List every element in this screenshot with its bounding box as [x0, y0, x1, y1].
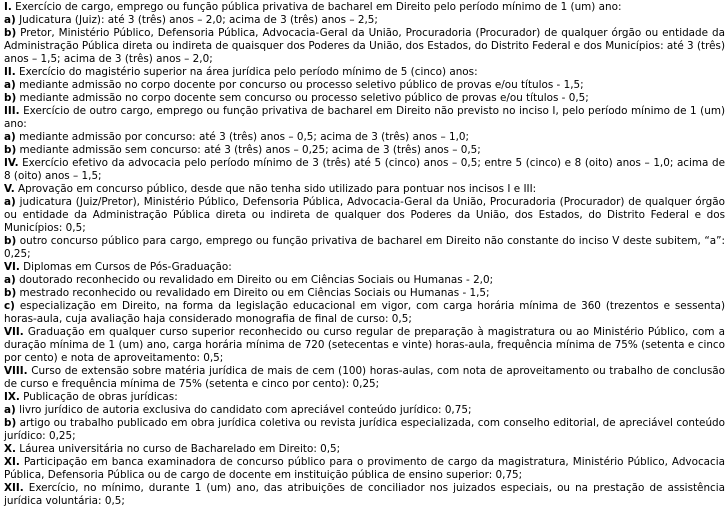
- paragraph-item: [4, 92, 725, 105]
- item-label: a): [4, 274, 16, 286]
- item-text: livro jurídico de autoria exclusiva do candidato com apreciável conteúdo jurídico: 0,75;: [19, 404, 472, 416]
- item-label: c): [4, 300, 15, 312]
- item-label: b): [4, 27, 17, 39]
- item-label: XI.: [4, 456, 20, 468]
- item-text: mediante admissão por concurso: até 3 (três) anos – 0,5; acima de 3 (três) anos – 1,0;: [19, 131, 470, 143]
- paragraph-item: [4, 456, 725, 482]
- item-text: Participação em banca examinadora de concurso público para o provimento de cargo da magistratura, Ministério Público, Advocacia Pública, Defensoria Pública ou de cargo de docente em instituição pública de ensino superior: 0,75;: [4, 456, 725, 481]
- item-text: Graduação em qualquer curso superior reconhecido ou curso regular de preparação à magistratura ou ao Ministério Público, com a duração mínima de 1 (um) ano, carga horária mínima de 720 (setecentas e vinte) horas-aula, frequência mínima de 75% (setenta e cinco por cento) e nota de aproveitamento: 0,5;: [4, 326, 725, 364]
- paragraph-item: [4, 66, 725, 79]
- paragraph-item: [4, 131, 725, 144]
- paragraph-item: [4, 261, 725, 274]
- item-text: mestrado reconhecido ou revalidado em Direito ou em Ciências Sociais ou Humanas - 1,5;: [19, 287, 490, 299]
- paragraph-item: [4, 300, 725, 326]
- item-label: III.: [4, 105, 20, 117]
- item-label: VI.: [4, 261, 20, 273]
- paragraph-item: [4, 27, 725, 66]
- paragraph-item: [4, 14, 725, 27]
- item-text: mediante admissão no corpo docente sem concurso ou processo seletivo público de provas e/ou títulos - 0,5;: [19, 92, 589, 104]
- item-text: doutorado reconhecido ou revalidado em Direito ou em Ciências Sociais ou Humanas - 2,0;: [19, 274, 494, 286]
- paragraph-item: [4, 196, 725, 235]
- item-text: outro concurso público para cargo, emprego ou função privativa de bacharel em Direito não constante do inciso V deste subitem, “a”: 0,25;: [4, 235, 725, 260]
- item-text: Exercício de outro cargo, emprego ou função privativa de bacharel em Direito não previsto no inciso I, pelo período mínimo de 1 (um) ano:: [4, 105, 726, 130]
- item-text: Exercício efetivo da advocacia pelo período mínimo de 3 (três) até 5 (cinco) anos – 0,5; entre 5 (cinco) e 8 (oito) anos – 1,0; acima de 8 (oito) anos – 1,5;: [4, 157, 725, 182]
- item-label: II.: [4, 66, 16, 78]
- item-text: Diplomas em Cursos de Pós-Graduação:: [23, 261, 232, 273]
- item-label: IX.: [4, 391, 20, 403]
- item-label: I.: [4, 1, 12, 13]
- paragraph-item: [4, 365, 725, 391]
- item-label: a): [4, 196, 16, 208]
- item-text: mediante admissão sem concurso: até 3 (três) anos – 0,25; acima de 3 (três) anos – 0,5;: [19, 144, 481, 156]
- item-label: a): [4, 79, 16, 91]
- item-text: Curso de extensão sobre matéria jurídica de mais de cem (100) horas-aulas, com nota de aproveitamento ou trabalho de conclusão de curso e frequência mínima de 75% (setenta e cinco por cento): 0,25;: [4, 365, 725, 390]
- item-label: b): [4, 144, 17, 156]
- item-text: Aprovação em concurso público, desde que não tenha sido utilizado para pontuar nos incisos I e III:: [17, 183, 537, 195]
- item-label: b): [4, 417, 17, 429]
- paragraph-item: [4, 326, 725, 365]
- item-text: Publicação de obras jurídicas:: [23, 391, 178, 403]
- item-label: b): [4, 287, 17, 299]
- item-text: artigo ou trabalho publicado em obra jurídica coletiva ou revista jurídica especializada, com conselho editorial, de apreciável conteúdo jurídico: 0,25;: [4, 417, 725, 442]
- item-text: Exercício de cargo, emprego ou função pública privativa de bacharel em Direito pelo período mínimo de 1 (um) ano:: [15, 1, 622, 13]
- paragraph-item: [4, 1, 725, 14]
- item-label: b): [4, 235, 17, 247]
- item-label: V.: [4, 183, 15, 195]
- item-text: judicatura (Juiz/Pretor), Ministério Público, Defensoria Pública, Advocacia-Geral da União, Procuradoria (Procurador) de qualquer órgão ou entidade da Administração Pública direta ou indireta de qualquer dos Poderes da União, dos Estados, do Distrito Federal e dos Municípios: 0,5;: [4, 196, 725, 234]
- paragraph-item: [4, 105, 725, 131]
- item-label: IV.: [4, 157, 19, 169]
- paragraph-item: [4, 157, 725, 183]
- paragraph-item: [4, 274, 725, 287]
- paragraph-item: [4, 235, 725, 261]
- item-label: a): [4, 14, 16, 26]
- item-text: Judicatura (Juiz): até 3 (três) anos – 2,0; acima de 3 (três) anos – 2,5;: [19, 14, 378, 26]
- item-label: a): [4, 404, 16, 416]
- item-text: Exercício do magistério superior na área jurídica pelo período mínimo de 5 (cinco) anos:: [19, 66, 478, 78]
- item-label: a): [4, 131, 16, 143]
- item-text: especialização em Direito, na forma da legislação educacional em vigor, com carga horária mínima de 360 (trezentos e sessenta) horas-aula, cuja avaliação haja considerado monografia de final de curso: 0,5;: [4, 300, 725, 325]
- item-text: Pretor, Ministério Público, Defensoria Pública, Advocacia-Geral da União, Procuradoria (Procurador) de qualquer órgão ou entidade da Administração Pública direta ou indireta de quaisquer dos Poderes da União, dos Estados, do Distrito Federal e dos Municípios: até 3 (três) anos – 1,5; acima de 3 (três) anos – 2,0;: [4, 27, 725, 65]
- item-text: Exercício, no mínimo, durante 1 (um) ano, das atribuições de conciliador nos juizados especiais, ou na prestação de assistência jurídica voluntária: 0,5;: [4, 482, 725, 507]
- item-label: VII.: [4, 326, 24, 338]
- item-text: Láurea universitária no curso de Bacharelado em Direito: 0,5;: [19, 443, 341, 455]
- paragraph-item: [4, 183, 725, 196]
- paragraph-item: [4, 482, 725, 508]
- item-label: b): [4, 92, 17, 104]
- paragraph-item: [4, 79, 725, 92]
- paragraph-item: [4, 391, 725, 404]
- paragraph-item: [4, 144, 725, 157]
- paragraph-item: [4, 417, 725, 443]
- item-label: XII.: [4, 482, 24, 494]
- item-label: X.: [4, 443, 16, 455]
- paragraph-item: [4, 287, 725, 300]
- paragraph-item: [4, 404, 725, 417]
- item-text: mediante admissão no corpo docente por concurso ou processo seletivo público de provas e/ou títulos - 1,5;: [19, 79, 584, 91]
- paragraph-item: [4, 443, 725, 456]
- item-label: VIII.: [4, 365, 28, 377]
